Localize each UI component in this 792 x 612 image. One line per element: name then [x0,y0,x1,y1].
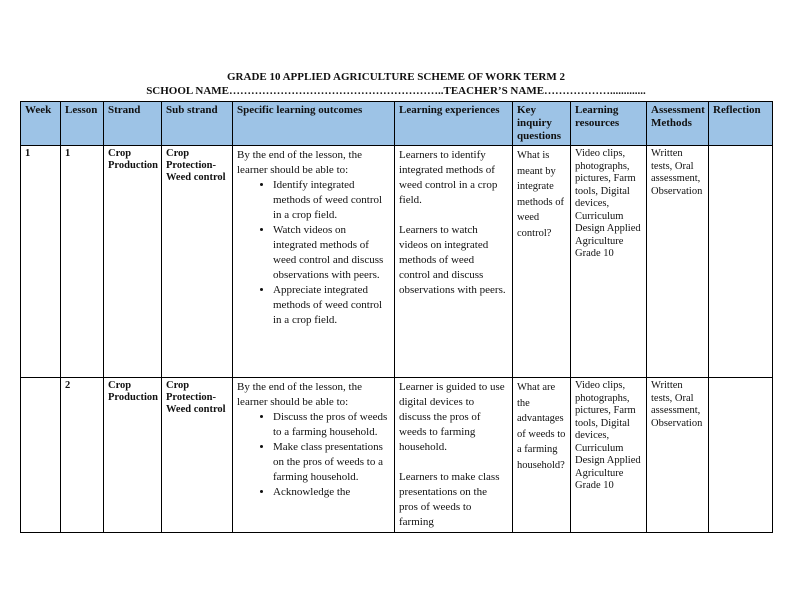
outcomes-intro: By the end of the lesson, the learner should be able to: [237,381,362,408]
header-outcomes: Specific learning outcomes [233,102,395,146]
document-title: GRADE 10 APPLIED AGRICULTURE SCHEME OF WORK TERM 2 [227,71,565,83]
key-question-cell: What are the advantages of weeds to a farming household? [513,378,571,533]
lesson-cell: 1 [61,146,104,378]
strand-cell: Crop Production [104,378,162,533]
sub-strand-cell: Crop Protection-Weed control [162,146,233,378]
outcome-item: • Acknowledge the [273,485,390,500]
header-lesson: Lesson [61,102,104,146]
header-row [21,102,773,146]
header-strand: Strand [104,102,162,146]
assessment-cell: Written tests, Oral assessment, Observation [647,146,709,378]
outcome-item: • Appreciate integrated methods of weed control in a crop field. [273,283,390,328]
reflection-cell [709,378,773,533]
sub-strand-cell: Crop Protection-Weed control [162,378,233,533]
reflection-cell [709,146,773,378]
outcomes-cell [233,378,395,533]
experiences-cell [395,146,513,378]
scheme-of-work-table [20,101,773,533]
outcome-item: • Watch videos on integrated methods of weed control and discuss observations with peers. [273,223,390,283]
header-resources: Learning resources [571,102,647,146]
resources-cell: Video clips, photographs, pictures, Farm tools, Digital devices, Curriculum Design Applied Agriculture Grade 10 [571,378,647,533]
outcomes-cell [233,146,395,378]
table-row [21,378,773,533]
header-reflection: Reflection [709,102,773,146]
table-row [21,146,773,378]
experience-item: Learners to watch videos on integrated methods of weed control and discuss observations with peers. [399,224,506,296]
header-experiences: Learning experiences [395,102,513,146]
key-question-cell: What is meant by integrate methods of weed control? [513,146,571,378]
experiences-cell [395,378,513,533]
experience-item: Learners to make class presentations on the pros of weeds to farming [399,471,500,528]
header-sub-strand: Sub strand [162,102,233,146]
outcome-item: • Make class presentations on the pros of weeds to a farming household. [273,440,390,485]
resources-cell: Video clips, photographs, pictures, Farm tools, Digital devices, Curriculum Design Applied Agriculture Grade 10 [571,146,647,378]
school-teacher-line: SCHOOL NAME…………………………………………………..TEACHER’S NAME………………............. [146,85,646,97]
week-cell: 1 [21,146,61,378]
experience-item: Learners to identify integrated methods of weed control in a crop field. [399,149,498,206]
strand-cell: Crop Production [104,146,162,378]
header-assessment: Assessment Methods [647,102,709,146]
outcome-item: • Identify integrated methods of weed control in a crop field. [273,178,390,223]
experience-item: Learner is guided to use digital devices to discuss the pros of weeds to farming household. [399,381,505,453]
header-key-questions: Key inquiry questions [513,102,571,146]
outcomes-intro: By the end of the lesson, the learner should be able to: [237,149,362,176]
assessment-cell: Written tests, Oral assessment, Observation [647,378,709,533]
week-cell [21,378,61,533]
header-week: Week [21,102,61,146]
outcome-item: • Discuss the pros of weeds to a farming household. [273,410,390,440]
lesson-cell: 2 [61,378,104,533]
